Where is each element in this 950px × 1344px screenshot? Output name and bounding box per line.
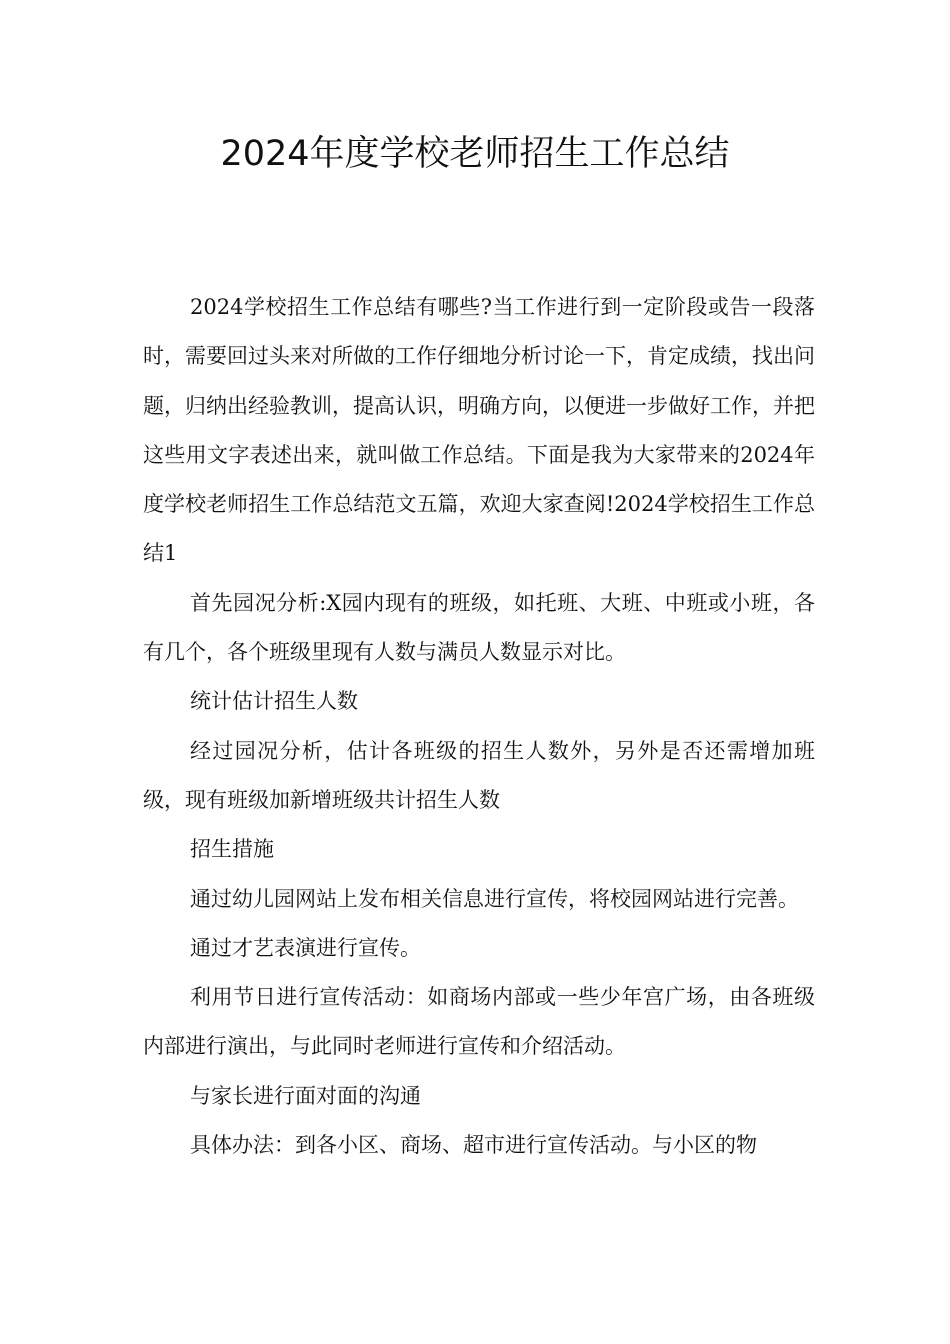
- paragraph: 利用节日进行宣传活动：如商场内部或一些少年宫广场，由各班级内部进行演出，与此同时老师进行宣传和介绍活动。: [143, 985, 815, 1059]
- paragraph: 2024学校招生工作总结有哪些?当工作进行到一定阶段或告一段落时，需要回过头来对所做的工作仔细地分析讨论一下，肯定成绩，找出问题，归纳出经验教训，提高认识，明确方向，以便进一步做好工作，并把这些用文字表述出来，就叫做工作总结。下面是我为大家带来的2024年度学校老师招生工作总结范文五篇，欢迎大家查阅!2024学校招生工作总结1: [143, 295, 815, 566]
- paragraph: 经过园况分析，估计各班级的招生人数外，另外是否还需增加班级，现有班级加新增班级共计招生人数: [143, 738, 815, 812]
- paragraph: 统计估计招生人数: [190, 689, 358, 714]
- document-body: [143, 283, 815, 1170]
- paragraph: 具体办法：到各小区、商场、超市进行宣传活动。与小区的物: [190, 1133, 757, 1158]
- paragraph: 首先园况分析:X园内现有的班级，如托班、大班、中班或小班，各有几个，各个班级里现有人数与满员人数显示对比。: [143, 590, 815, 665]
- paragraph: 通过幼儿园网站上发布相关信息进行宣传，将校园网站进行完善。: [190, 886, 799, 911]
- paragraph: 招生措施: [190, 837, 274, 862]
- document-title: 2024年度学校老师招生工作总结: [220, 134, 730, 174]
- paragraph: 与家长进行面对面的沟通: [190, 1083, 421, 1108]
- paragraph: 通过才艺表演进行宣传。: [190, 935, 421, 960]
